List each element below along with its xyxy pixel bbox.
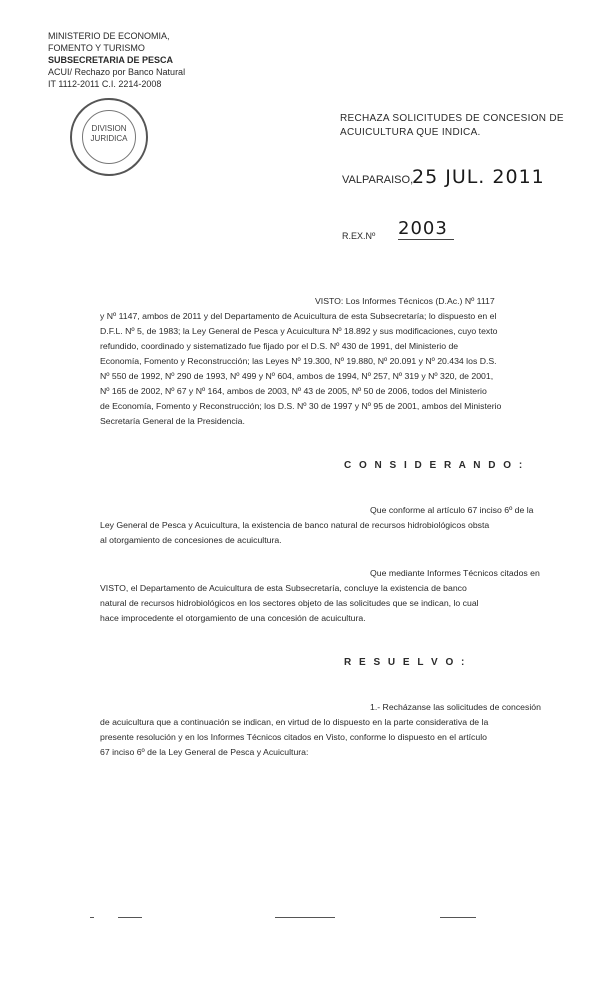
stamp-line-2: JURIDICA — [90, 134, 128, 143]
subject-line-2: ACUICULTURA QUE INDICA. — [340, 127, 481, 138]
considerando-2-line: VISTO, el Departamento de Acuicultura de esta Subsecretaría, concluye la existencia de banco — [100, 583, 467, 593]
document-date: 25 JUL. 2011 — [412, 166, 545, 188]
visto-line: Nº 165 de 2002, Nº 67 y Nº 164, ambos de 2003, Nº 43 de 2005, Nº 50 de 2006, todos del Ministerio — [100, 386, 487, 396]
considerando-heading: C O N S I D E R A N D O : — [344, 460, 525, 471]
resuelvo-1-line: 67 inciso 6º de la Ley General de Pesca y Acuicultura: — [100, 747, 309, 757]
considerando-1-line: Que conforme al artículo 67 inciso 6º de la — [370, 505, 534, 515]
visto-line: y Nº 1147, ambos de 2011 y del Departamento de Acuicultura de esta Subsecretaría; lo dispuesto en el — [100, 311, 497, 321]
resolution-label: R.EX.Nº — [342, 231, 376, 241]
considerando-2-line: hace improcedente el otorgamiento de una concesión de acuicultura. — [100, 613, 366, 623]
resuelvo-1-line: de acuicultura que a continuación se indican, en virtud de lo dispuesto en la parte considerativa de la — [100, 717, 489, 727]
issuer-subsecretaria: SUBSECRETARIA DE PESCA — [48, 55, 174, 65]
issuer-header — [48, 30, 185, 90]
footer-mark — [118, 917, 142, 918]
visto-line: Secretaría General de la Presidencia. — [100, 416, 245, 426]
resuelvo-1-line: presente resolución y en los Informes Técnicos citados en Visto, conforme lo dispuesto en el artículo — [100, 732, 487, 742]
visto-line: refundido, coordinado y sistematizado fue fijado por el D.S. Nº 430 de 1991, del Ministerio de — [100, 341, 459, 351]
visto-paragraph — [100, 294, 550, 429]
stamp-text — [72, 124, 146, 144]
considerando-1-line: Ley General de Pesca y Acuicultura, la existencia de banco natural de recursos hidrobiológicos obsta — [100, 520, 490, 530]
issuer-ministry: MINISTERIO DE ECONOMIA, — [48, 31, 170, 41]
footer-mark — [440, 917, 476, 918]
visto-line: D.F.L. Nº 5, de 1983; la Ley General de Pesca y Acuicultura Nº 18.892 y sus modificaciones, cuyo texto — [100, 326, 498, 336]
place-label: VALPARAISO, — [342, 174, 414, 186]
file-codes: IT 1112-2011 C.I. 2214-2008 — [48, 79, 162, 89]
resolution-number: 2003 — [398, 218, 454, 240]
considerando-2-line: natural de recursos hidrobiológicos en los sectores objeto de las solicitudes que se indican, lo cual — [100, 598, 479, 608]
visto-line: de Economía, Fomento y Reconstrucción; los D.S. Nº 30 de 1997 y Nº 95 de 2001, ambos del Ministerio — [100, 401, 502, 411]
file-reference: ACUI/ Rechazo por Banco Natural — [48, 67, 186, 77]
footer-mark — [275, 917, 335, 918]
considerando-paragraph-2 — [100, 566, 550, 626]
considerando-paragraph-1 — [100, 503, 550, 548]
issuer-ministry-sub: FOMENTO Y TURISMO — [48, 43, 145, 53]
footer-mark — [90, 917, 94, 918]
visto-line: Nº 550 de 1992, Nº 290 de 1993, Nº 499 y Nº 604, ambos de 1994, Nº 257, Nº 319 y Nº 320, de 2001, — [100, 371, 494, 381]
resuelvo-heading: R E S U E L V O : — [344, 657, 467, 668]
resuelvo-paragraph-1 — [100, 700, 550, 760]
stamp-line-1: DIVISION — [91, 124, 127, 133]
considerando-2-line: Que mediante Informes Técnicos citados en — [370, 568, 540, 578]
subject-line-1: RECHAZA SOLICITUDES DE CONCESION DE — [340, 113, 564, 124]
visto-line: Economía, Fomento y Reconstrucción; las Leyes Nº 19.300, Nº 19.880, Nº 20.091 y Nº 20.434 los D.S. — [100, 356, 497, 366]
resuelvo-1-line: 1.- Recházanse las solicitudes de concesión — [370, 702, 541, 712]
division-juridica-stamp — [70, 98, 148, 176]
considerando-1-line: al otorgamiento de concesiones de acuicultura. — [100, 535, 282, 545]
visto-line: VISTO: Los Informes Técnicos (D.Ac.) Nº 1117 — [315, 296, 495, 306]
document-subject — [340, 112, 564, 140]
